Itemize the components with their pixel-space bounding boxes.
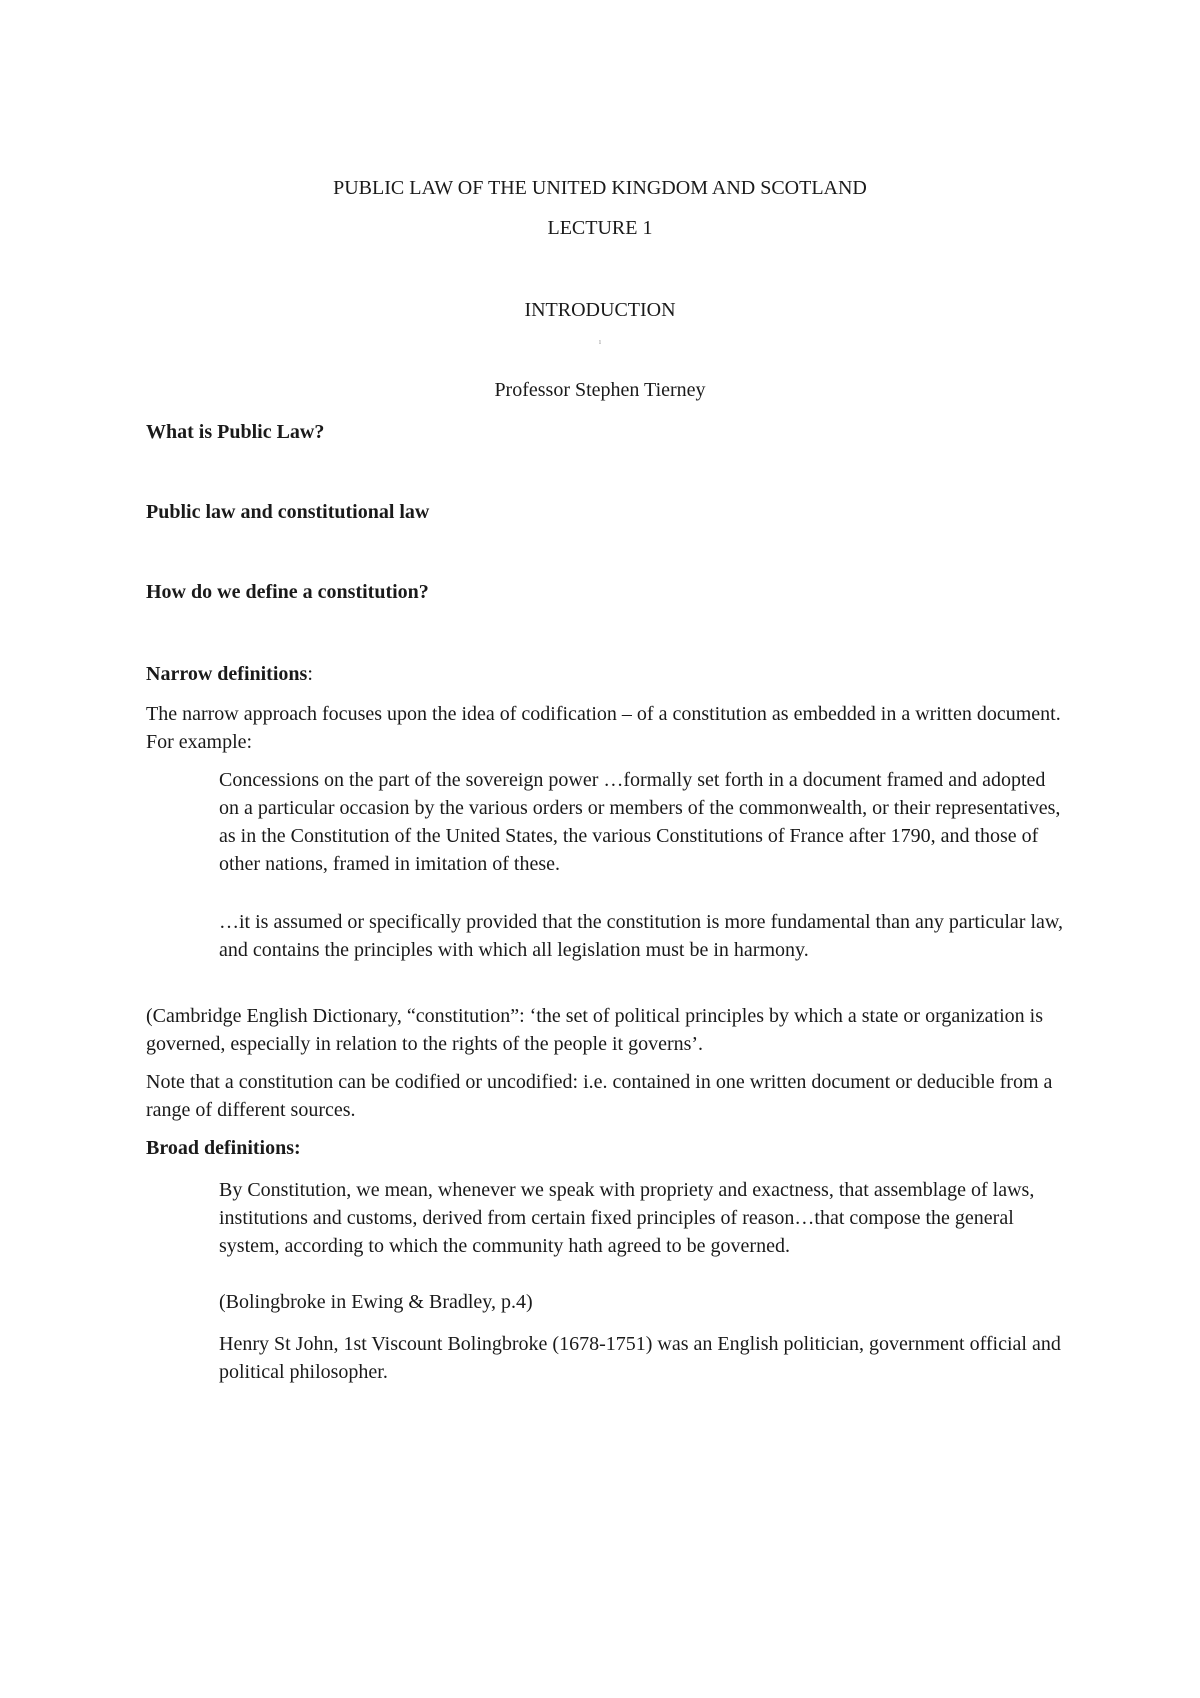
lecture-number: LECTURE 1	[547, 217, 653, 239]
heading-public-and-constitutional-law: Public law and constitutional law	[146, 501, 430, 523]
heading-narrow-definitions	[146, 662, 1066, 686]
codified-note: Note that a constitution can be codified or uncodified: i.e. contained in one written document or deducible from a range of different sources.	[146, 1071, 1053, 1121]
narrow-quote-1: Concessions on the part of the sovereign power …formally set forth in a document framed and adopted on a particular occasion by the various orders or members of the commonwealth, or their representatives, as in the Constitution of the United States, the various Constitutions of France after 1790, and those of other nations, framed in imitation of these.	[219, 769, 1061, 875]
document-title: PUBLIC LAW OF THE UNITED KINGDOM AND SCOTLAND	[333, 177, 867, 199]
section-title: INTRODUCTION	[524, 299, 676, 321]
broad-quote-citation: (Bolingbroke in Ewing & Bradley, p.4)	[219, 1291, 533, 1313]
narrow-definitions-label: Narrow definitions	[146, 663, 308, 685]
narrow-quote-2: …it is assumed or specifically provided that the constitution is more fundamental than any particular law, and contains the principles with which all legislation must be in harmony.	[219, 911, 1064, 961]
broad-quote: By Constitution, we mean, whenever we speak with propriety and exactness, that assemblage of laws, institutions and customs, derived from certain fixed principles of reason…that compose the general system, according to which the community hath agreed to be governed.	[219, 1179, 1035, 1257]
heading-broad-definitions: Broad definitions:	[146, 1137, 301, 1159]
heading-define-constitution: How do we define a constitution?	[146, 581, 429, 603]
author-name: Professor Stephen Tierney	[494, 379, 706, 401]
heading-what-is-public-law: What is Public Law?	[146, 421, 325, 443]
narrow-approach-paragraph: The narrow approach focuses upon the idea of codification – of a constitution as embedded in a written document. For example:	[146, 703, 1061, 753]
bolingbroke-bio: Henry St John, 1st Viscount Bolingbroke (1678-1751) was an English politician, government official and political philosopher.	[219, 1333, 1061, 1383]
narrow-definitions-colon: :	[307, 663, 313, 685]
tick-mark: ı	[598, 337, 602, 346]
cambridge-dictionary-note: (Cambridge English Dictionary, “constitution”: ‘the set of political principles by which a state or organization is governed, especially in relation to the rights of the people it governs’.	[146, 1005, 1044, 1055]
